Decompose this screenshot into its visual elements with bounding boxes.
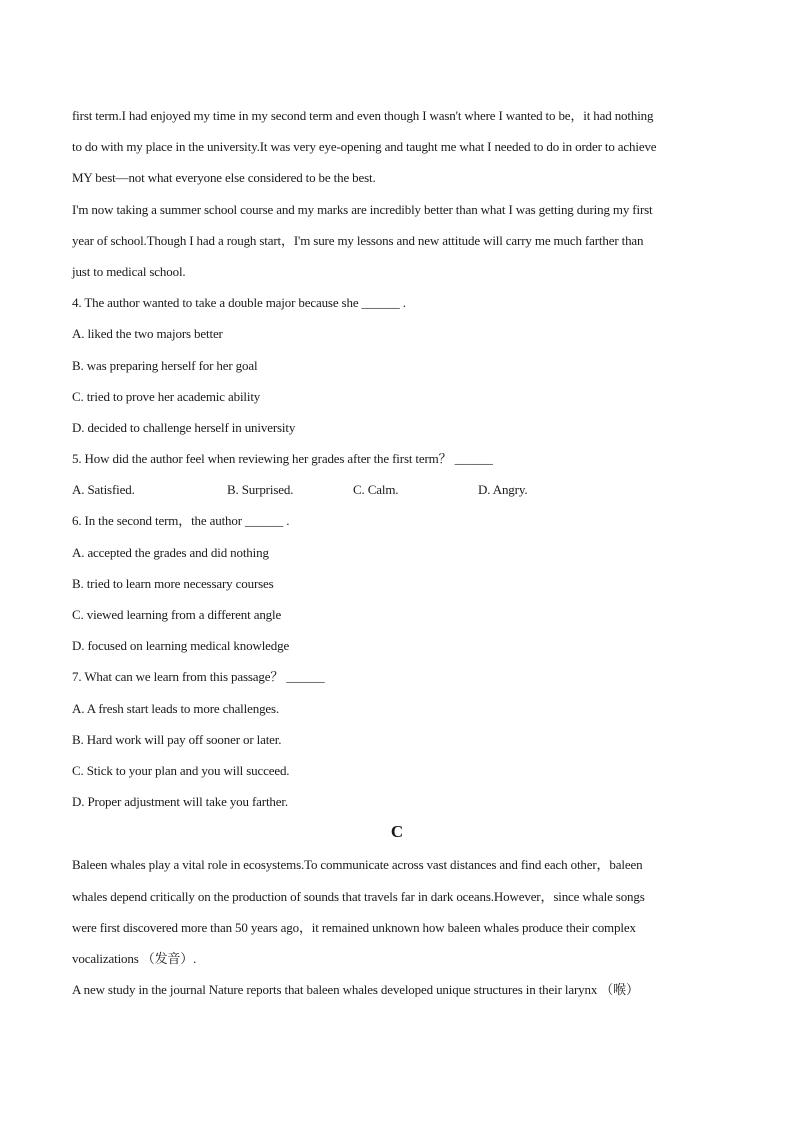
question-6 — [72, 505, 722, 661]
option-c: C. viewed learning from a different angle — [72, 607, 282, 622]
option-d: D. focused on learning medical knowledge — [72, 638, 290, 654]
document-page — [72, 100, 722, 1005]
option-a: A. accepted the grades and did nothing — [72, 544, 269, 560]
passage-line: just to medical school. — [72, 263, 186, 279]
option-c: C. tried to prove her academic ability — [72, 388, 261, 404]
question-stem: 6. In the second term，the author ______ . — [72, 513, 290, 529]
question-4 — [72, 287, 722, 443]
passage-line: year of school.Though I had a rough start，I'm sure my lessons and new attitude will carry me much farther than — [72, 232, 644, 248]
question-5 — [72, 443, 722, 505]
question-stem: 7. What can we learn from this passage？ ______ — [72, 669, 325, 685]
option-b: B. Surprised. — [227, 482, 294, 498]
passage-b-text — [72, 100, 722, 287]
question-stem: 5. How did the author feel when reviewing her grades after the first term？ ______ — [72, 451, 493, 467]
option-d: D. decided to challenge herself in university — [72, 419, 296, 435]
passage-line: were first discovered more than 50 years ago，it remained unknown how baleen whales produce their complex — [72, 919, 636, 935]
option-a: A. A fresh start leads to more challenges. — [72, 700, 280, 716]
option-b: B. Hard work will pay off sooner or later. — [72, 731, 282, 747]
option-c: C. Calm. — [353, 482, 399, 498]
question-7 — [72, 661, 722, 817]
option-b: B. tried to learn more necessary courses — [72, 575, 274, 591]
passage-line: vocalizations （发音）. — [72, 950, 197, 966]
passage-line: I'm now taking a summer school course and my marks are incredibly better than what I was getting during my first — [72, 201, 653, 217]
passage-line: MY best—not what everyone else considered to be the best. — [72, 170, 376, 186]
section-title: C — [390, 822, 404, 842]
option-c: C. Stick to your plan and you will succeed. — [72, 762, 290, 778]
option-b: B. was preparing herself for her goal — [72, 357, 258, 373]
passage-c-text — [72, 849, 722, 1005]
option-a: A. Satisfied. — [72, 482, 135, 498]
option-d: D. Proper adjustment will take you farther. — [72, 794, 288, 810]
option-a: A. liked the two majors better — [72, 326, 223, 342]
passage-line: to do with my place in the university.It was very eye-opening and taught me what I needed to do in order to achieve — [72, 139, 657, 155]
passage-line: first term.I had enjoyed my time in my second term and even though I wasn't where I wanted to be，it had nothing — [72, 108, 654, 123]
passage-line: whales depend critically on the production of sounds that travels far in dark oceans.However，since whale songs — [72, 888, 645, 904]
passage-line: Baleen whales play a vital role in ecosystems.To communicate across vast distances and find each other，baleen — [72, 857, 643, 873]
question-stem: 4. The author wanted to take a double major because she ______ . — [72, 295, 406, 311]
passage-line: A new study in the journal Nature reports that baleen whales developed unique structures in their larynx （喉） — [72, 982, 639, 998]
options-row — [72, 474, 722, 505]
option-d: D. Angry. — [478, 482, 528, 498]
